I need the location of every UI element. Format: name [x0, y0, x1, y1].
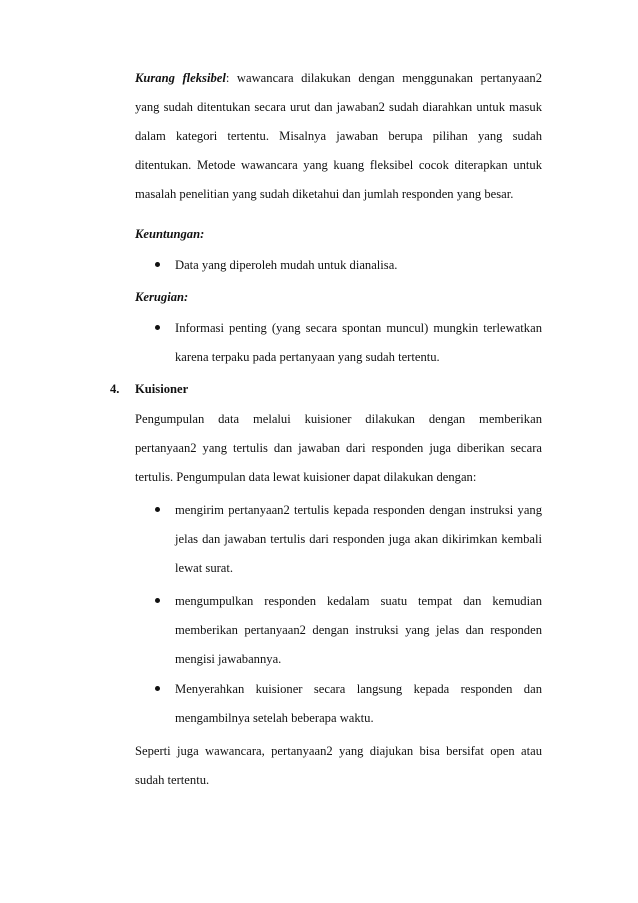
keuntungan-item-text: Data yang diperoleh mudah untuk dianalisa.	[175, 258, 398, 272]
kuisioner-item-text: Menyerahkan kuisioner secara langsung kepada responden dan mengambilnya setelah beberapa waktu.	[175, 682, 542, 725]
kurang-fleksibel-text: : wawancara dilakukan dengan menggunakan pertanyaan2 yang sudah ditentukan secara urut dan jawaban2 sudah diarahkan untuk masuk dalam kategori tertentu. Misalnya jawaban berupa pilihan yang sudah ditentukan. Metode wawancara yang kuang fleksibel cocok diterapkan untuk masalah penelitian yang sudah diketahui dan jumlah responden yang besar.	[135, 71, 543, 201]
closing-paragraph: Seperti juga wawancara, pertanyaan2 yang diajukan bisa bersifat open atau sudah tertentu.	[135, 744, 542, 787]
bullet-icon	[155, 598, 160, 603]
kuisioner-item-text: mengirim pertanyaan2 tertulis kepada responden dengan instruksi yang jelas dan jawaban tertulis dari responden juga akan dikirimkan kembali lewat surat.	[175, 503, 542, 575]
kurang-fleksibel-term: Kurang fleksibel	[135, 71, 226, 85]
kerugian-item-text: Informasi penting (yang secara spontan muncul) mungkin terlewatkan karena terpaku pada pertanyaan yang sudah tertentu.	[175, 321, 542, 364]
kerugian-label: Kerugian:	[135, 290, 189, 304]
section-title: Kuisioner	[135, 382, 189, 396]
bullet-icon	[155, 507, 160, 512]
bullet-icon	[155, 325, 160, 330]
keuntungan-label: Keuntungan:	[135, 227, 205, 241]
section-heading	[110, 375, 188, 404]
kuisioner-item-text: mengumpulkan responden kedalam suatu tempat dan kemudian memberikan pertanyaan2 dengan instruksi yang jelas dan responden mengisi jawabannya.	[175, 594, 542, 666]
kuisioner-intro-paragraph: Pengumpulan data melalui kuisioner dilakukan dengan memberikan pertanyaan2 yang tertulis dan jawaban dari responden juga diberikan secara tertulis. Pengumpulan data lewat kuisioner dapat dilakukan dengan:	[135, 412, 542, 484]
kurang-fleksibel-paragraph	[135, 64, 542, 209]
bullet-icon	[155, 686, 160, 691]
bullet-icon	[155, 262, 160, 267]
section-number: 4.	[110, 382, 120, 396]
